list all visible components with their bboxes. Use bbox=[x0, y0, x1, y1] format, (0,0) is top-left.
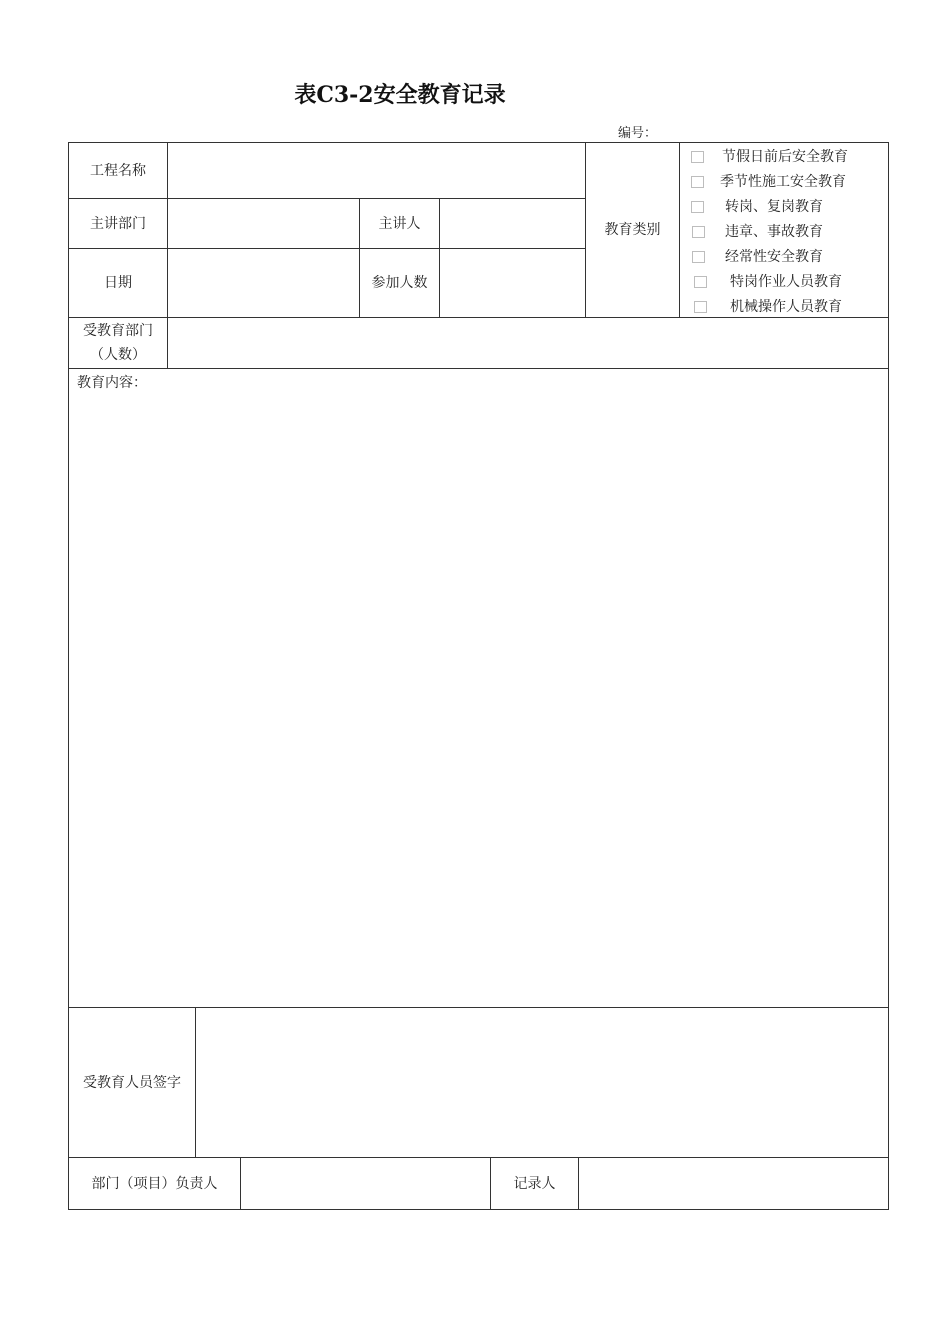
date-field[interactable] bbox=[167, 248, 360, 318]
recorder-field[interactable] bbox=[578, 1157, 889, 1210]
edu-option[interactable] bbox=[680, 270, 890, 294]
checkbox-icon[interactable] bbox=[691, 151, 704, 163]
edu-option[interactable] bbox=[680, 195, 890, 219]
project-name-field[interactable] bbox=[167, 142, 586, 199]
edu-option-label: 节假日前后安全教育 bbox=[722, 149, 848, 165]
edu-type-options bbox=[679, 142, 889, 318]
lecturer-field[interactable] bbox=[439, 198, 586, 249]
edu-option[interactable] bbox=[680, 220, 890, 244]
lecturer-label-text: 主讲人 bbox=[378, 215, 421, 232]
signature-label-text: 受教育人员签字 bbox=[83, 1074, 181, 1091]
edu-option[interactable] bbox=[680, 295, 890, 319]
dept-head-label-text: 部门（项目）负责人 bbox=[91, 1175, 218, 1192]
lecture-dept-field[interactable] bbox=[167, 198, 360, 249]
recorder-label-text: 记录人 bbox=[513, 1175, 556, 1192]
edu-option-label: 特岗作业人员教育 bbox=[730, 274, 842, 290]
edu-option[interactable] bbox=[680, 145, 890, 169]
content-area[interactable] bbox=[68, 368, 889, 1008]
checkbox-icon[interactable] bbox=[691, 176, 704, 188]
attendees-label bbox=[359, 248, 440, 318]
serial-number-label: 编号： bbox=[618, 126, 658, 141]
checkbox-icon[interactable] bbox=[692, 251, 705, 263]
checkbox-icon[interactable] bbox=[692, 226, 705, 238]
edu-option-label: 季节性施工安全教育 bbox=[720, 174, 846, 190]
lecture-dept-label bbox=[68, 198, 168, 249]
content-label: 教育内容： bbox=[77, 375, 147, 391]
edu-option-label: 违章、事故教育 bbox=[725, 224, 823, 240]
edu-option-label: 经常性安全教育 bbox=[725, 249, 823, 265]
checkbox-icon[interactable] bbox=[694, 276, 707, 288]
recorder-label bbox=[490, 1157, 579, 1210]
checkbox-icon[interactable] bbox=[694, 301, 707, 313]
attendees-label-text: 参加人数 bbox=[371, 275, 428, 291]
dept-head-field[interactable] bbox=[240, 1157, 491, 1210]
project-name-label-text: 工程名称 bbox=[90, 162, 146, 179]
date-label-text: 日期 bbox=[104, 275, 132, 291]
recv-dept-label-line2: （人数） bbox=[90, 347, 146, 363]
date-label bbox=[68, 248, 168, 318]
edu-option[interactable] bbox=[680, 245, 890, 269]
dept-head-label bbox=[68, 1157, 241, 1210]
signature-label bbox=[68, 1007, 196, 1158]
edu-type-label-text: 教育类别 bbox=[604, 222, 661, 238]
project-name-label bbox=[68, 142, 168, 199]
edu-option-label: 机械操作人员教育 bbox=[730, 299, 842, 315]
recv-dept-label-line1: 受教育部门 bbox=[83, 323, 153, 339]
attendees-field[interactable] bbox=[439, 248, 586, 318]
recv-dept-label bbox=[68, 317, 168, 369]
lecturer-label bbox=[359, 198, 440, 249]
checkbox-icon[interactable] bbox=[691, 201, 704, 213]
edu-option-label: 转岗、复岗教育 bbox=[725, 199, 823, 215]
signature-field[interactable] bbox=[195, 1007, 889, 1158]
page-title: 表C3-2安全教育记录 bbox=[294, 82, 506, 108]
edu-option[interactable] bbox=[680, 170, 890, 194]
recv-dept-field[interactable] bbox=[167, 317, 889, 369]
edu-type-label bbox=[585, 142, 680, 318]
lecture-dept-label-text: 主讲部门 bbox=[90, 215, 146, 232]
